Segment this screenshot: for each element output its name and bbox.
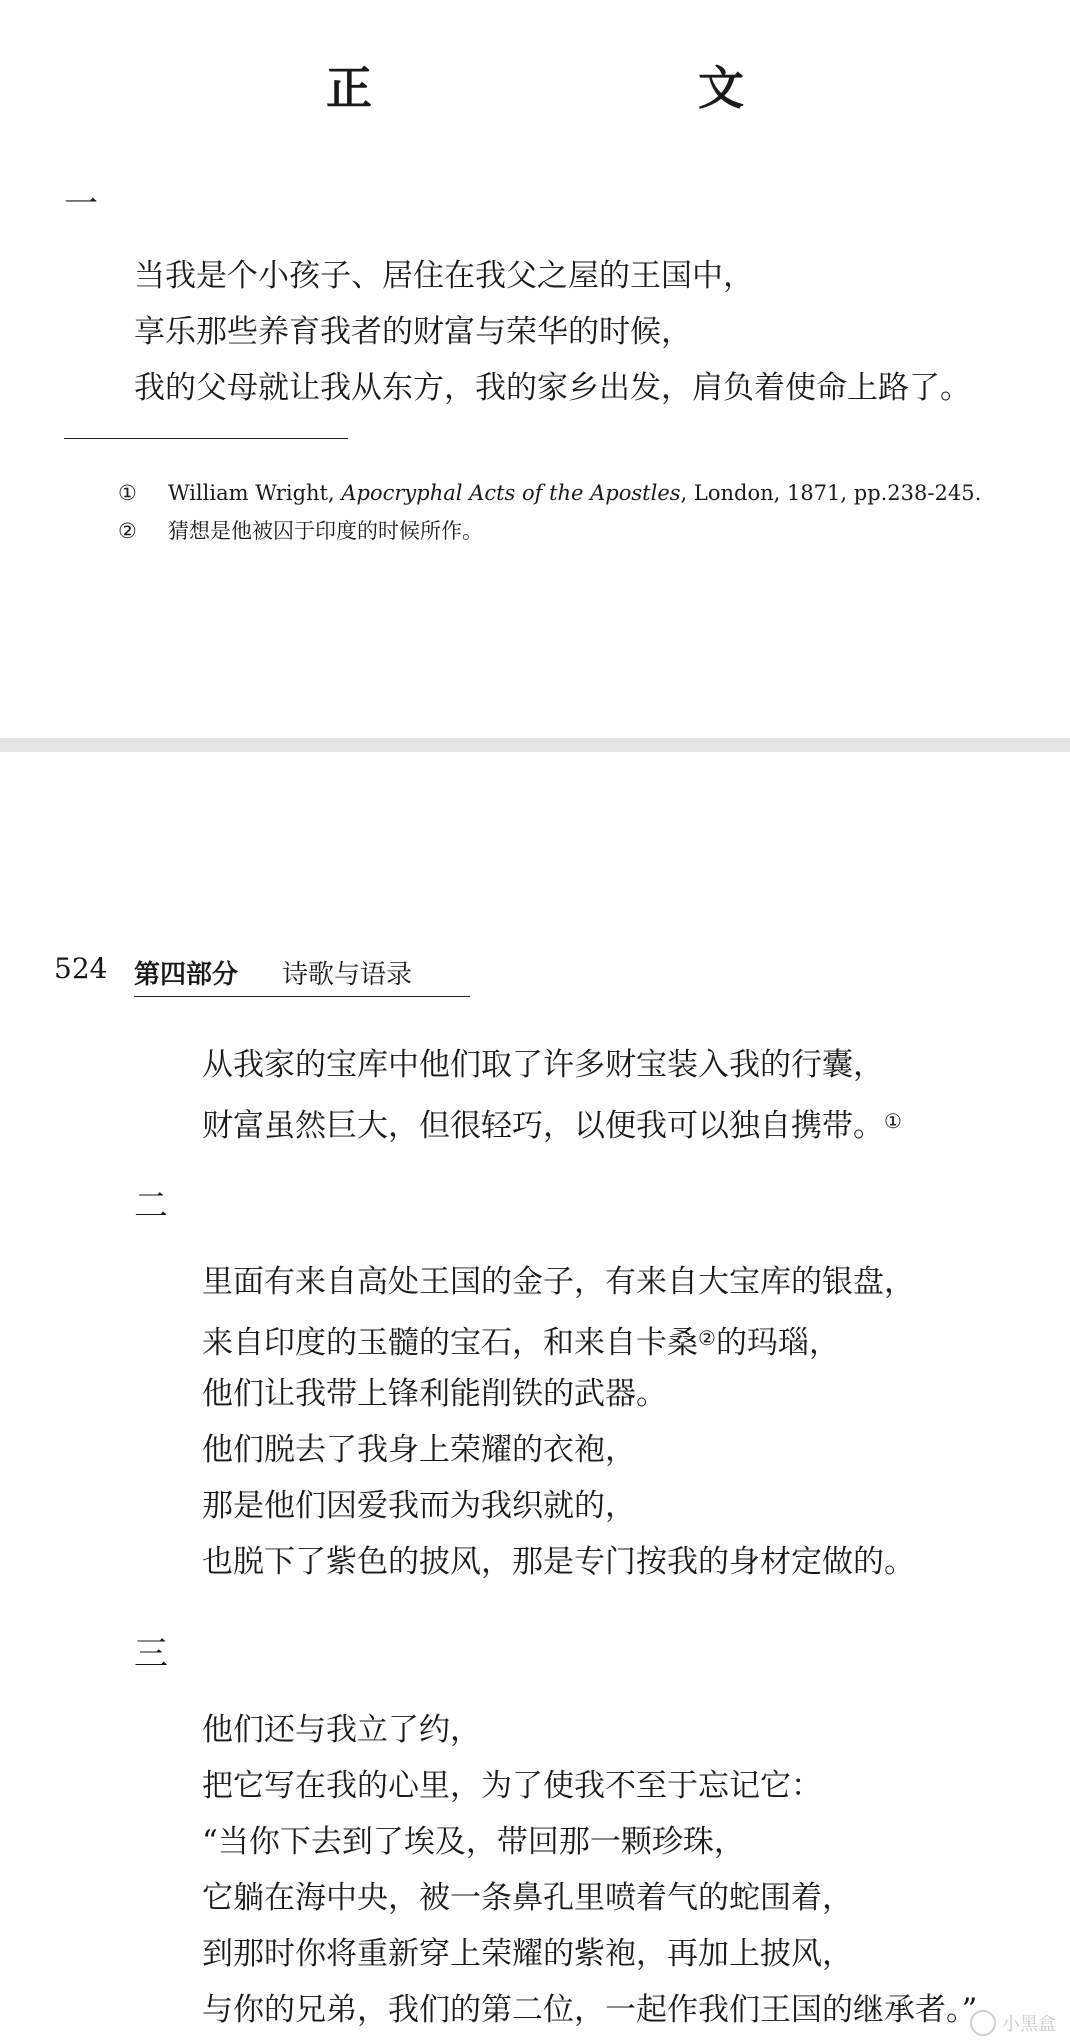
section-number-1: 一 <box>64 184 98 224</box>
part-label: 第四部分 <box>134 960 239 990</box>
verse-line: 他们脱去了我身上荣耀的衣袍， <box>202 1432 636 1468</box>
section-number-2: 二 <box>134 1186 168 1226</box>
running-header-part <box>134 954 238 991</box>
verse-line <box>202 1093 902 1154</box>
header-rule <box>134 996 470 997</box>
watermark-logo-icon <box>970 2010 996 2036</box>
verse-line: 从我家的宝库中他们取了许多财宝装入我的行囊， <box>202 1047 884 1083</box>
verse-line: 里面有来自高处王国的金子，有来自大宝库的银盘， <box>202 1264 915 1300</box>
page-title: 正 文 <box>326 61 822 115</box>
verse-line: 我的父母就让我从东方，我的家乡出发，肩负着使命上路了。 <box>134 370 971 406</box>
footnote-1 <box>118 476 981 510</box>
part-title: 诗歌与语录 <box>282 960 413 990</box>
verse-text: 的玛瑙， <box>715 1325 840 1361</box>
verse-line: 他们还与我立了约， <box>202 1712 481 1748</box>
verse-line: 到那时你将重新穿上荣耀的紫袍，再加上披风， <box>202 1936 853 1972</box>
verse-line: 当我是个小孩子、居住在我父之屋的王国中， <box>134 258 754 294</box>
verse-line: 它躺在海中央，被一条鼻孔里喷着气的蛇围着， <box>202 1880 853 1916</box>
running-header-title <box>282 954 412 991</box>
footnote-rule <box>64 438 348 439</box>
footnote-mark: ② <box>118 519 137 543</box>
footnote-citation: , London, 1871, pp.238-245. <box>680 481 982 505</box>
footnote-mark: ① <box>118 481 137 505</box>
running-header <box>54 952 107 985</box>
verse-line: 也脱下了紫色的披风，那是专门按我的身材定做的。 <box>202 1544 915 1580</box>
bottom-page <box>0 752 1070 2042</box>
verse-line: 把它写在我的心里，为了使我不至于忘记它： <box>202 1768 822 1804</box>
section-number-3: 三 <box>134 1634 168 1674</box>
footnote-text: 猜想是他被囚于印度的时候所作。 <box>168 519 483 543</box>
verse-line: 他们让我带上锋利能削铁的武器。 <box>202 1376 667 1412</box>
page-number: 524 <box>54 952 108 985</box>
top-page <box>0 0 1070 738</box>
verse-text: 财富虽然巨大，但很轻巧，以便我可以独自携带。 <box>202 1108 884 1144</box>
footnote-author: William Wright, <box>168 481 335 505</box>
verse-line: 与你的兄弟，我们的第二位，一起作我们王国的继承者。” <box>202 1992 978 2028</box>
watermark-text: 小黑盒 <box>1002 2014 1056 2035</box>
footnote-ref: ② <box>698 1326 716 1350</box>
footnote-book-title: Apocryphal Acts of the Apostles <box>341 481 681 505</box>
verse-line: “当你下去到了埃及，带回那一颗珍珠， <box>202 1824 745 1860</box>
verse-line: 享乐那些养育我者的财富与荣华的时候， <box>134 314 692 350</box>
watermark <box>970 2010 1056 2036</box>
verse-line: 那是他们因爱我而为我织就的， <box>202 1488 636 1524</box>
page-separator <box>0 738 1070 752</box>
verse-text: 来自印度的玉髓的宝石，和来自卡桑 <box>202 1325 698 1361</box>
footnote-ref: ① <box>884 1109 902 1133</box>
verse-line <box>202 1310 840 1371</box>
footnote-2 <box>118 514 483 548</box>
